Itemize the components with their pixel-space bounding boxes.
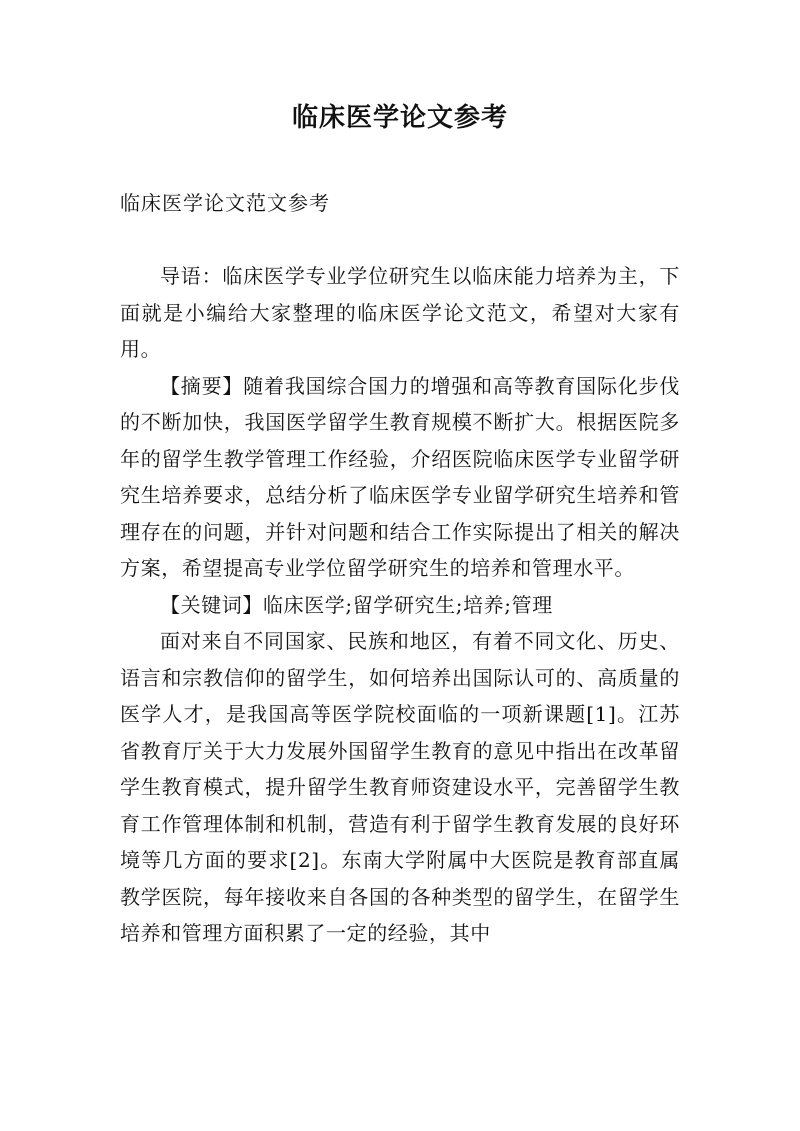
paragraph-main: 面对来自不同国家、民族和地区，有着不同文化、历史、语言和宗教信仰的留学生，如何培养出国际认可的、高质量的医学人才，是我国高等医学院校面临的一项新课题[1]。江苏省教育厅关于大力发展外国留学生教育的意见中指出在改革留学生教育模式，提升留学生教育师资建设水平，完善留学生教育工作管理体制和机制，营造有利于留学生教育发展的良好环境等几方面的要求[2]。东南大学附属中大医院是教育部直属教学医院，每年接收来自各国的各种类型的留学生，在留学生培养和管理方面积累了一定的经验，其中 <box>120 629 680 945</box>
document-subtitle: 临床医学论文范文参考 <box>120 191 330 215</box>
paragraph-intro: 导语：临床医学专业学位研究生以临床能力培养为主，下面就是小编给大家整理的临床医学论文范文，希望对大家有用。 <box>120 264 680 361</box>
document-body <box>120 258 680 952</box>
paragraph-abstract: 【摘要】随着我国综合国力的增强和高等教育国际化步伐的不断加快，我国医学留学生教育规模不断扩大。根据医院多年的留学生教学管理工作经验，介绍医院临床医学专业留学研究生培养要求，总结分析了临床医学专业留学研究生培养和管理存在的问题，并针对问题和结合工作实际提出了相关的解决方案，希望提高专业学位留学研究生的培养和管理水平。 <box>120 373 680 580</box>
document-title: 临床医学论文参考 <box>291 103 508 133</box>
paragraph-keywords: 【关键词】临床医学;留学研究生;培养;管理 <box>160 592 553 617</box>
